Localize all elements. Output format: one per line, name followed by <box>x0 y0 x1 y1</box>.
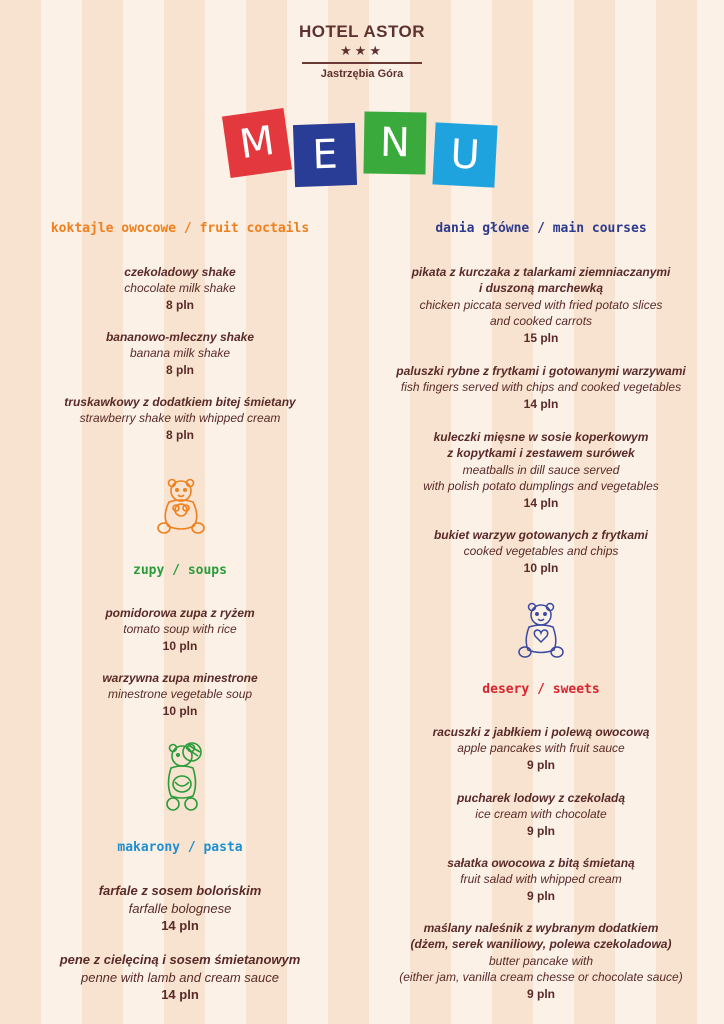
right-column <box>382 0 700 1024</box>
item-name: pucharek lodowy z czekoladą <box>456 791 626 805</box>
item-price: 10 pln <box>162 703 198 718</box>
menu-item <box>382 724 700 773</box>
item-price: 14 pln <box>523 495 559 510</box>
item-price: 9 pln <box>526 757 555 772</box>
item-name: pikata z kurczaka z talarkami ziemniaczanymi <box>411 265 671 279</box>
menu-item <box>382 264 700 346</box>
item-english: (either jam, vanilla cream chesse or chocolate sauce) <box>399 970 683 985</box>
item-name: bukiet warzyw gotowanych z frytkami <box>433 528 649 542</box>
item-price: 9 pln <box>526 888 555 903</box>
item-name: truskawkowy z dodatkiem bitej śmietany <box>64 395 296 409</box>
item-price: 14 pln <box>523 396 559 411</box>
section-title-main-courses: dania główne / main courses <box>435 221 647 236</box>
bear-with-ball-icon <box>160 742 204 814</box>
item-name: pomidorowa zupa z ryżem <box>105 606 255 620</box>
menu-item <box>30 882 330 935</box>
menu-item <box>382 363 700 412</box>
logo-tile-u: U <box>432 122 497 187</box>
item-english: strawberry shake with whipped cream <box>79 411 281 426</box>
menu-item <box>30 951 330 1004</box>
item-name: maślany naleśnik z wybranym dodatkiem <box>423 921 659 935</box>
menu-item <box>30 329 330 378</box>
item-price: 10 pln <box>162 638 198 653</box>
menu-item <box>382 790 700 839</box>
menu-item <box>382 429 700 511</box>
item-english: ice cream with chocolate <box>475 807 607 822</box>
item-english: and cooked carrots <box>489 314 593 329</box>
item-price: 8 pln <box>165 297 194 312</box>
logo-tile-m: M <box>222 108 292 178</box>
item-english: fish fingers served with chips and cooked vegetables <box>400 380 682 395</box>
item-english: chocolate milk shake <box>124 281 236 296</box>
item-name: racuszki z jabłkiem i polewą owocową <box>432 725 650 739</box>
section-title-fruit-coctails: koktajle owocowe / fruit coctails <box>50 221 310 236</box>
section-title-soups: zupy / soups <box>133 563 227 578</box>
item-price: 14 pln <box>161 987 199 1002</box>
item-price: 15 pln <box>523 330 559 345</box>
item-name: i duszoną marchewką <box>478 281 604 296</box>
item-name: farfale z sosem bolońskim <box>98 883 262 898</box>
item-name: bananowo-mleczny shake <box>105 330 255 344</box>
item-price: 8 pln <box>165 362 194 377</box>
item-name: czekoladowy shake <box>124 265 236 279</box>
item-english: apple pancakes with fruit sauce <box>457 741 625 756</box>
item-english: minestrone vegetable soup <box>107 687 253 702</box>
item-name: paluszki rybne z frytkami i gotowanymi warzywami <box>396 364 686 378</box>
menu-item <box>382 855 700 904</box>
left-column <box>30 0 330 1024</box>
menu-item <box>30 605 330 654</box>
section-title-pasta: makarony / pasta <box>117 840 243 855</box>
item-english: butter pancake with <box>488 953 594 968</box>
menu-item <box>382 920 700 1002</box>
item-name: pene z cielęciną i sosem śmietanowym <box>59 952 301 967</box>
item-english: fruit salad with whipped cream <box>460 872 622 887</box>
item-price: 10 pln <box>523 560 559 575</box>
item-english: cooked vegetables and chips <box>463 544 619 559</box>
bear-holding-flowers-icon <box>154 478 208 536</box>
item-english: tomato soup with rice <box>123 622 237 637</box>
item-english: penne with lamb and cream sauce <box>80 969 279 985</box>
item-price: 9 pln <box>526 986 555 1001</box>
logo-tile-e: E <box>293 123 357 187</box>
item-price: 14 pln <box>161 918 199 933</box>
bear-with-heart-icon <box>516 602 566 660</box>
item-english: with polish potato dumplings and vegetables <box>423 479 659 494</box>
logo-tile-n: N <box>363 111 426 174</box>
menu-item <box>30 394 330 443</box>
item-name: sałatka owocowa z bitą śmietaną <box>447 856 635 870</box>
item-price: 9 pln <box>526 823 555 838</box>
section-title-sweets: desery / sweets <box>482 682 600 697</box>
item-english: chicken piccata served with fried potato slices <box>419 297 663 312</box>
hotel-town: Jastrzębia Góra <box>320 68 404 80</box>
hotel-name: HOTEL ASTOR <box>298 22 426 41</box>
item-name: z kopytkami i zestawem surówek <box>447 446 635 461</box>
item-name: warzywna zupa minestrone <box>102 671 258 685</box>
item-price: 8 pln <box>165 427 194 442</box>
menu-item <box>30 264 330 313</box>
menu-item <box>30 670 330 719</box>
menu-item <box>382 527 700 576</box>
item-name: kuleczki mięsne w sosie koperkowym <box>433 430 649 444</box>
item-english: banana milk shake <box>129 346 231 361</box>
item-english: meatballs in dill sauce served <box>462 462 620 477</box>
item-english: farfalle bolognese <box>128 900 232 916</box>
item-name: (dżem, serek waniliowy, polewa czekoladowa) <box>410 937 672 952</box>
hotel-stars: ★★★ <box>340 43 384 58</box>
